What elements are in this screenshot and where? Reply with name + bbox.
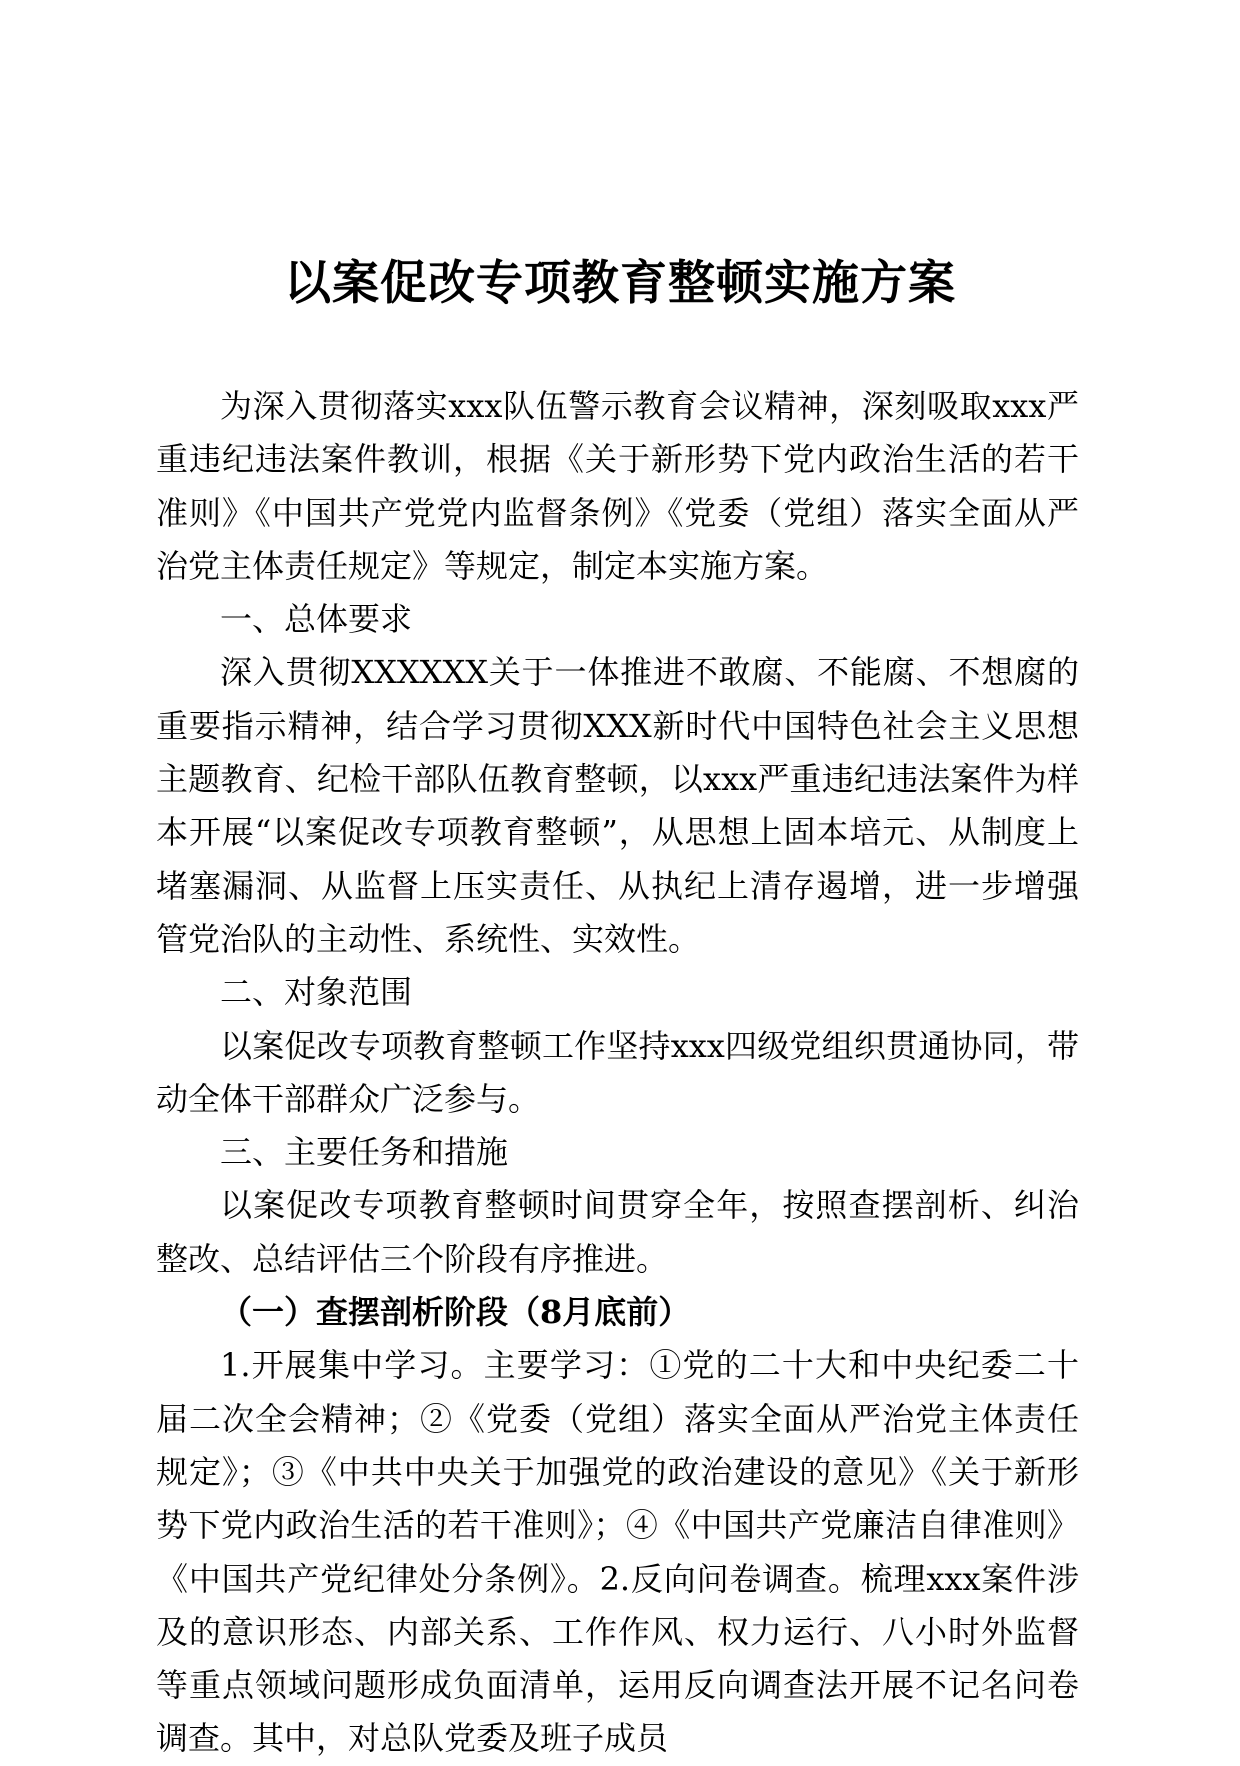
intro-paragraph: 为深入贯彻落实xxx队伍警示教育会议精神，深刻吸取xxx严重违纪违法案件教训，根据《关于新形势下党内政治生活的若干准则》《中国共产党党内监督条例》《党委（党组）落实全面从严治党主体责任规定》等规定，制定本实施方案。 [156, 387, 1079, 585]
section-heading-scope: 二、对象范围 [220, 973, 413, 1012]
document-title: 以案促改专项教育整顿实施方案 [284, 256, 956, 311]
stage-heading-review-analysis: （一）查摆剖析阶段（8月底前） [220, 1293, 691, 1332]
section-paragraph-general-requirements: 深入贯彻XXXXXX关于一体推进不敢腐、不能腐、不想腐的重要指示精神，结合学习贯彻XXX新时代中国特色社会主义思想主题教育、纪检干部队伍教育整顿，以xxx严重违纪违法案件为样本开展“以案促改专项教育整顿”，从思想上固本培元、从制度上堵塞漏洞、从监督上压实责任、从执纪上清存遏增，进一步增强管党治队的主动性、系统性、实效性。 [156, 653, 1079, 958]
section-paragraph-scope: 以案促改专项教育整顿工作坚持xxx四级党组织贯通协同，带动全体干部群众广泛参与。 [156, 1026, 1079, 1118]
section-heading-general-requirements: 一、总体要求 [220, 600, 413, 639]
section-heading-tasks-measures: 三、主要任务和措施 [220, 1133, 509, 1172]
section-paragraph-tasks-measures: 以案促改专项教育整顿时间贯穿全年，按照查摆剖析、纠治整改、总结评估三个阶段有序推进。 [156, 1186, 1079, 1278]
document-body [156, 380, 1079, 1766]
stage-paragraph-review-analysis: 1.开展集中学习。主要学习：①党的二十大和中央纪委二十届二次全会精神；②《党委（党组）落实全面从严治党主体责任规定》；③《中共中央关于加强党的政治建设的意见》《关于新形势下党内政治生活的若干准则》；④《中国共产党廉洁自律准则》《中国共产党纪律处分条例》。2.反向问卷调查。梳理xxx案件涉及的意识形态、内部关系、工作作风、权力运行、八小时外监督等重点领域问题形成负面清单，运用反向调查法开展不记名问卷调查。其中，对总队党委及班子成员 [156, 1346, 1079, 1758]
